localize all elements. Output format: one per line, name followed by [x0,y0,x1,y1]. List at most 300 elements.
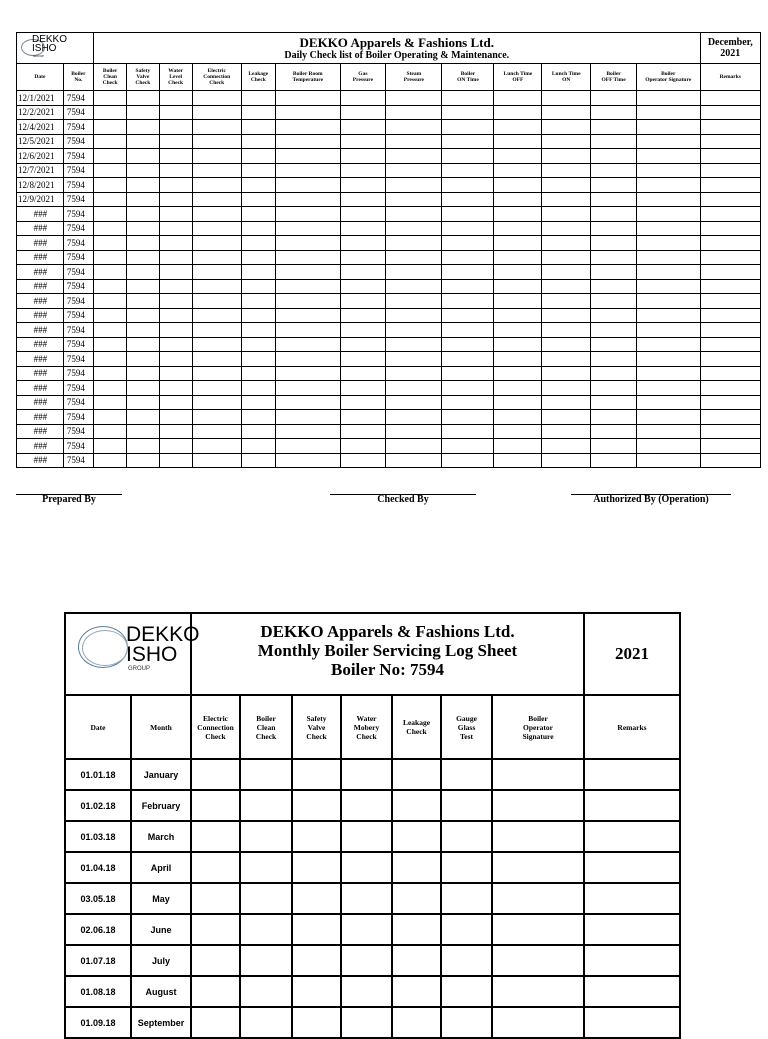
blank-entry-cell[interactable] [127,381,159,396]
blank-entry-cell[interactable] [442,410,494,425]
blank-entry-cell[interactable] [159,178,192,193]
blank-entry-cell[interactable] [340,395,386,410]
blank-entry-cell[interactable] [241,178,275,193]
blank-entry-cell[interactable] [386,149,442,164]
blank-entry-cell[interactable] [700,323,760,338]
blank-entry-cell[interactable] [191,790,240,821]
blank-entry-cell[interactable] [636,250,700,265]
blank-entry-cell[interactable] [442,105,494,120]
blank-entry-cell[interactable] [442,395,494,410]
blank-entry-cell[interactable] [700,279,760,294]
blank-entry-cell[interactable] [442,439,494,454]
blank-entry-cell[interactable] [542,192,591,207]
blank-entry-cell[interactable] [584,883,680,914]
blank-entry-cell[interactable] [591,91,637,106]
blank-entry-cell[interactable] [591,163,637,178]
blank-entry-cell[interactable] [700,163,760,178]
blank-entry-cell[interactable] [192,192,241,207]
blank-entry-cell[interactable] [494,149,542,164]
blank-entry-cell[interactable] [93,439,126,454]
blank-entry-cell[interactable] [340,381,386,396]
blank-entry-cell[interactable] [442,91,494,106]
blank-entry-cell[interactable] [494,337,542,352]
blank-entry-cell[interactable] [492,945,584,976]
blank-entry-cell[interactable] [700,294,760,309]
blank-entry-cell[interactable] [341,852,392,883]
blank-entry-cell[interactable] [492,976,584,1007]
blank-entry-cell[interactable] [542,105,591,120]
blank-entry-cell[interactable] [542,91,591,106]
blank-entry-cell[interactable] [292,852,341,883]
blank-entry-cell[interactable] [700,207,760,222]
blank-entry-cell[interactable] [494,352,542,367]
blank-entry-cell[interactable] [591,265,637,280]
blank-entry-cell[interactable] [386,265,442,280]
blank-entry-cell[interactable] [386,424,442,439]
blank-entry-cell[interactable] [191,1007,240,1038]
blank-entry-cell[interactable] [159,149,192,164]
blank-entry-cell[interactable] [340,424,386,439]
blank-entry-cell[interactable] [93,236,126,251]
blank-entry-cell[interactable] [340,265,386,280]
blank-entry-cell[interactable] [386,91,442,106]
blank-entry-cell[interactable] [386,410,442,425]
blank-entry-cell[interactable] [159,395,192,410]
blank-entry-cell[interactable] [636,424,700,439]
blank-entry-cell[interactable] [442,308,494,323]
blank-entry-cell[interactable] [386,207,442,222]
blank-entry-cell[interactable] [494,265,542,280]
blank-entry-cell[interactable] [159,424,192,439]
blank-entry-cell[interactable] [442,236,494,251]
blank-entry-cell[interactable] [584,976,680,1007]
blank-entry-cell[interactable] [276,221,341,236]
blank-entry-cell[interactable] [494,395,542,410]
blank-entry-cell[interactable] [240,852,292,883]
blank-entry-cell[interactable] [191,883,240,914]
blank-entry-cell[interactable] [700,192,760,207]
blank-entry-cell[interactable] [591,337,637,352]
blank-entry-cell[interactable] [292,945,341,976]
blank-entry-cell[interactable] [127,453,159,468]
blank-entry-cell[interactable] [340,250,386,265]
blank-entry-cell[interactable] [442,192,494,207]
blank-entry-cell[interactable] [127,323,159,338]
blank-entry-cell[interactable] [241,337,275,352]
blank-entry-cell[interactable] [591,236,637,251]
blank-entry-cell[interactable] [93,134,126,149]
blank-entry-cell[interactable] [591,453,637,468]
blank-entry-cell[interactable] [241,250,275,265]
blank-entry-cell[interactable] [127,120,159,135]
blank-entry-cell[interactable] [241,279,275,294]
blank-entry-cell[interactable] [159,265,192,280]
blank-entry-cell[interactable] [542,395,591,410]
blank-entry-cell[interactable] [192,163,241,178]
blank-entry-cell[interactable] [240,883,292,914]
blank-entry-cell[interactable] [240,790,292,821]
blank-entry-cell[interactable] [241,192,275,207]
blank-entry-cell[interactable] [392,790,441,821]
blank-entry-cell[interactable] [341,790,392,821]
blank-entry-cell[interactable] [591,294,637,309]
blank-entry-cell[interactable] [241,410,275,425]
blank-entry-cell[interactable] [584,790,680,821]
blank-entry-cell[interactable] [191,945,240,976]
blank-entry-cell[interactable] [276,149,341,164]
blank-entry-cell[interactable] [542,439,591,454]
blank-entry-cell[interactable] [636,192,700,207]
blank-entry-cell[interactable] [494,279,542,294]
blank-entry-cell[interactable] [584,945,680,976]
blank-entry-cell[interactable] [386,236,442,251]
blank-entry-cell[interactable] [159,410,192,425]
blank-entry-cell[interactable] [584,759,680,790]
blank-entry-cell[interactable] [127,236,159,251]
blank-entry-cell[interactable] [492,1007,584,1038]
blank-entry-cell[interactable] [276,163,341,178]
blank-entry-cell[interactable] [159,221,192,236]
blank-entry-cell[interactable] [241,453,275,468]
blank-entry-cell[interactable] [191,852,240,883]
blank-entry-cell[interactable] [93,395,126,410]
blank-entry-cell[interactable] [93,352,126,367]
blank-entry-cell[interactable] [241,439,275,454]
blank-entry-cell[interactable] [636,134,700,149]
blank-entry-cell[interactable] [192,120,241,135]
blank-entry-cell[interactable] [494,381,542,396]
blank-entry-cell[interactable] [636,410,700,425]
blank-entry-cell[interactable] [192,366,241,381]
blank-entry-cell[interactable] [127,395,159,410]
blank-entry-cell[interactable] [127,105,159,120]
blank-entry-cell[interactable] [240,945,292,976]
blank-entry-cell[interactable] [241,352,275,367]
blank-entry-cell[interactable] [591,250,637,265]
blank-entry-cell[interactable] [636,105,700,120]
blank-entry-cell[interactable] [159,91,192,106]
blank-entry-cell[interactable] [241,134,275,149]
blank-entry-cell[interactable] [494,294,542,309]
blank-entry-cell[interactable] [276,439,341,454]
blank-entry-cell[interactable] [442,207,494,222]
blank-entry-cell[interactable] [276,352,341,367]
blank-entry-cell[interactable] [276,250,341,265]
blank-entry-cell[interactable] [700,337,760,352]
blank-entry-cell[interactable] [494,366,542,381]
blank-entry-cell[interactable] [636,294,700,309]
blank-entry-cell[interactable] [276,91,341,106]
blank-entry-cell[interactable] [386,366,442,381]
blank-entry-cell[interactable] [93,163,126,178]
blank-entry-cell[interactable] [340,352,386,367]
blank-entry-cell[interactable] [159,236,192,251]
blank-entry-cell[interactable] [542,424,591,439]
blank-entry-cell[interactable] [241,120,275,135]
blank-entry-cell[interactable] [240,1007,292,1038]
blank-entry-cell[interactable] [292,914,341,945]
blank-entry-cell[interactable] [159,163,192,178]
blank-entry-cell[interactable] [636,149,700,164]
blank-entry-cell[interactable] [494,192,542,207]
blank-entry-cell[interactable] [276,120,341,135]
blank-entry-cell[interactable] [93,381,126,396]
blank-entry-cell[interactable] [442,279,494,294]
blank-entry-cell[interactable] [127,337,159,352]
blank-entry-cell[interactable] [340,91,386,106]
blank-entry-cell[interactable] [93,366,126,381]
blank-entry-cell[interactable] [700,410,760,425]
blank-entry-cell[interactable] [340,439,386,454]
blank-entry-cell[interactable] [341,976,392,1007]
blank-entry-cell[interactable] [241,323,275,338]
blank-entry-cell[interactable] [386,178,442,193]
blank-entry-cell[interactable] [93,337,126,352]
blank-entry-cell[interactable] [192,439,241,454]
blank-entry-cell[interactable] [700,381,760,396]
blank-entry-cell[interactable] [700,178,760,193]
blank-entry-cell[interactable] [441,790,492,821]
blank-entry-cell[interactable] [192,424,241,439]
blank-entry-cell[interactable] [492,821,584,852]
blank-entry-cell[interactable] [127,424,159,439]
blank-entry-cell[interactable] [240,914,292,945]
blank-entry-cell[interactable] [341,821,392,852]
blank-entry-cell[interactable] [127,134,159,149]
blank-entry-cell[interactable] [241,366,275,381]
blank-entry-cell[interactable] [700,439,760,454]
blank-entry-cell[interactable] [340,163,386,178]
blank-entry-cell[interactable] [127,352,159,367]
blank-entry-cell[interactable] [93,250,126,265]
blank-entry-cell[interactable] [636,207,700,222]
blank-entry-cell[interactable] [591,207,637,222]
blank-entry-cell[interactable] [341,759,392,790]
blank-entry-cell[interactable] [542,352,591,367]
blank-entry-cell[interactable] [441,821,492,852]
blank-entry-cell[interactable] [386,163,442,178]
blank-entry-cell[interactable] [276,453,341,468]
blank-entry-cell[interactable] [492,852,584,883]
blank-entry-cell[interactable] [542,163,591,178]
blank-entry-cell[interactable] [192,105,241,120]
blank-entry-cell[interactable] [442,294,494,309]
blank-entry-cell[interactable] [392,759,441,790]
blank-entry-cell[interactable] [700,236,760,251]
blank-entry-cell[interactable] [441,759,492,790]
blank-entry-cell[interactable] [636,453,700,468]
blank-entry-cell[interactable] [441,976,492,1007]
blank-entry-cell[interactable] [159,192,192,207]
blank-entry-cell[interactable] [386,337,442,352]
blank-entry-cell[interactable] [494,120,542,135]
blank-entry-cell[interactable] [492,883,584,914]
blank-entry-cell[interactable] [392,914,441,945]
blank-entry-cell[interactable] [93,308,126,323]
blank-entry-cell[interactable] [591,120,637,135]
blank-entry-cell[interactable] [542,120,591,135]
blank-entry-cell[interactable] [591,323,637,338]
blank-entry-cell[interactable] [340,149,386,164]
blank-entry-cell[interactable] [386,381,442,396]
blank-entry-cell[interactable] [442,337,494,352]
blank-entry-cell[interactable] [392,1007,441,1038]
blank-entry-cell[interactable] [494,178,542,193]
blank-entry-cell[interactable] [494,439,542,454]
blank-entry-cell[interactable] [700,149,760,164]
blank-entry-cell[interactable] [276,207,341,222]
blank-entry-cell[interactable] [93,279,126,294]
blank-entry-cell[interactable] [542,381,591,396]
blank-entry-cell[interactable] [591,410,637,425]
blank-entry-cell[interactable] [192,250,241,265]
blank-entry-cell[interactable] [292,883,341,914]
blank-entry-cell[interactable] [700,91,760,106]
blank-entry-cell[interactable] [392,883,441,914]
blank-entry-cell[interactable] [542,410,591,425]
blank-entry-cell[interactable] [494,424,542,439]
blank-entry-cell[interactable] [241,308,275,323]
blank-entry-cell[interactable] [340,294,386,309]
blank-entry-cell[interactable] [494,91,542,106]
blank-entry-cell[interactable] [127,221,159,236]
blank-entry-cell[interactable] [494,453,542,468]
blank-entry-cell[interactable] [127,149,159,164]
blank-entry-cell[interactable] [127,91,159,106]
blank-entry-cell[interactable] [241,207,275,222]
blank-entry-cell[interactable] [636,265,700,280]
blank-entry-cell[interactable] [386,395,442,410]
blank-entry-cell[interactable] [341,883,392,914]
blank-entry-cell[interactable] [442,453,494,468]
blank-entry-cell[interactable] [241,424,275,439]
blank-entry-cell[interactable] [494,250,542,265]
blank-entry-cell[interactable] [127,250,159,265]
blank-entry-cell[interactable] [591,424,637,439]
blank-entry-cell[interactable] [93,294,126,309]
blank-entry-cell[interactable] [542,265,591,280]
blank-entry-cell[interactable] [542,366,591,381]
blank-entry-cell[interactable] [591,395,637,410]
blank-entry-cell[interactable] [636,279,700,294]
blank-entry-cell[interactable] [492,759,584,790]
blank-entry-cell[interactable] [494,323,542,338]
blank-entry-cell[interactable] [442,381,494,396]
blank-entry-cell[interactable] [392,821,441,852]
blank-entry-cell[interactable] [292,759,341,790]
blank-entry-cell[interactable] [192,381,241,396]
blank-entry-cell[interactable] [591,308,637,323]
blank-entry-cell[interactable] [584,1007,680,1038]
blank-entry-cell[interactable] [341,1007,392,1038]
blank-entry-cell[interactable] [93,265,126,280]
blank-entry-cell[interactable] [241,236,275,251]
blank-entry-cell[interactable] [127,308,159,323]
blank-entry-cell[interactable] [542,134,591,149]
blank-entry-cell[interactable] [127,410,159,425]
blank-entry-cell[interactable] [276,265,341,280]
blank-entry-cell[interactable] [276,395,341,410]
blank-entry-cell[interactable] [192,236,241,251]
blank-entry-cell[interactable] [340,134,386,149]
blank-entry-cell[interactable] [159,120,192,135]
blank-entry-cell[interactable] [127,265,159,280]
blank-entry-cell[interactable] [241,221,275,236]
blank-entry-cell[interactable] [159,294,192,309]
blank-entry-cell[interactable] [441,945,492,976]
blank-entry-cell[interactable] [386,105,442,120]
blank-entry-cell[interactable] [591,279,637,294]
blank-entry-cell[interactable] [386,294,442,309]
blank-entry-cell[interactable] [542,279,591,294]
blank-entry-cell[interactable] [192,294,241,309]
blank-entry-cell[interactable] [591,439,637,454]
blank-entry-cell[interactable] [159,207,192,222]
blank-entry-cell[interactable] [192,178,241,193]
blank-entry-cell[interactable] [159,279,192,294]
blank-entry-cell[interactable] [392,976,441,1007]
blank-entry-cell[interactable] [700,395,760,410]
blank-entry-cell[interactable] [93,221,126,236]
blank-entry-cell[interactable] [636,395,700,410]
blank-entry-cell[interactable] [340,366,386,381]
blank-entry-cell[interactable] [442,149,494,164]
blank-entry-cell[interactable] [386,250,442,265]
blank-entry-cell[interactable] [127,366,159,381]
blank-entry-cell[interactable] [93,120,126,135]
blank-entry-cell[interactable] [159,337,192,352]
blank-entry-cell[interactable] [127,192,159,207]
blank-entry-cell[interactable] [276,424,341,439]
blank-entry-cell[interactable] [93,178,126,193]
blank-entry-cell[interactable] [93,424,126,439]
blank-entry-cell[interactable] [276,308,341,323]
blank-entry-cell[interactable] [192,149,241,164]
blank-entry-cell[interactable] [340,236,386,251]
blank-entry-cell[interactable] [240,976,292,1007]
blank-entry-cell[interactable] [542,250,591,265]
blank-entry-cell[interactable] [292,1007,341,1038]
blank-entry-cell[interactable] [636,178,700,193]
blank-entry-cell[interactable] [542,236,591,251]
blank-entry-cell[interactable] [192,453,241,468]
blank-entry-cell[interactable] [542,178,591,193]
blank-entry-cell[interactable] [93,323,126,338]
blank-entry-cell[interactable] [494,236,542,251]
blank-entry-cell[interactable] [386,308,442,323]
blank-entry-cell[interactable] [386,120,442,135]
blank-entry-cell[interactable] [591,192,637,207]
blank-entry-cell[interactable] [93,192,126,207]
blank-entry-cell[interactable] [700,308,760,323]
blank-entry-cell[interactable] [441,852,492,883]
blank-entry-cell[interactable] [492,914,584,945]
blank-entry-cell[interactable] [442,163,494,178]
blank-entry-cell[interactable] [591,149,637,164]
blank-entry-cell[interactable] [386,221,442,236]
blank-entry-cell[interactable] [494,134,542,149]
blank-entry-cell[interactable] [192,265,241,280]
blank-entry-cell[interactable] [442,178,494,193]
blank-entry-cell[interactable] [340,192,386,207]
blank-entry-cell[interactable] [240,759,292,790]
blank-entry-cell[interactable] [192,221,241,236]
blank-entry-cell[interactable] [159,250,192,265]
blank-entry-cell[interactable] [542,308,591,323]
blank-entry-cell[interactable] [241,294,275,309]
blank-entry-cell[interactable] [159,105,192,120]
blank-entry-cell[interactable] [159,366,192,381]
